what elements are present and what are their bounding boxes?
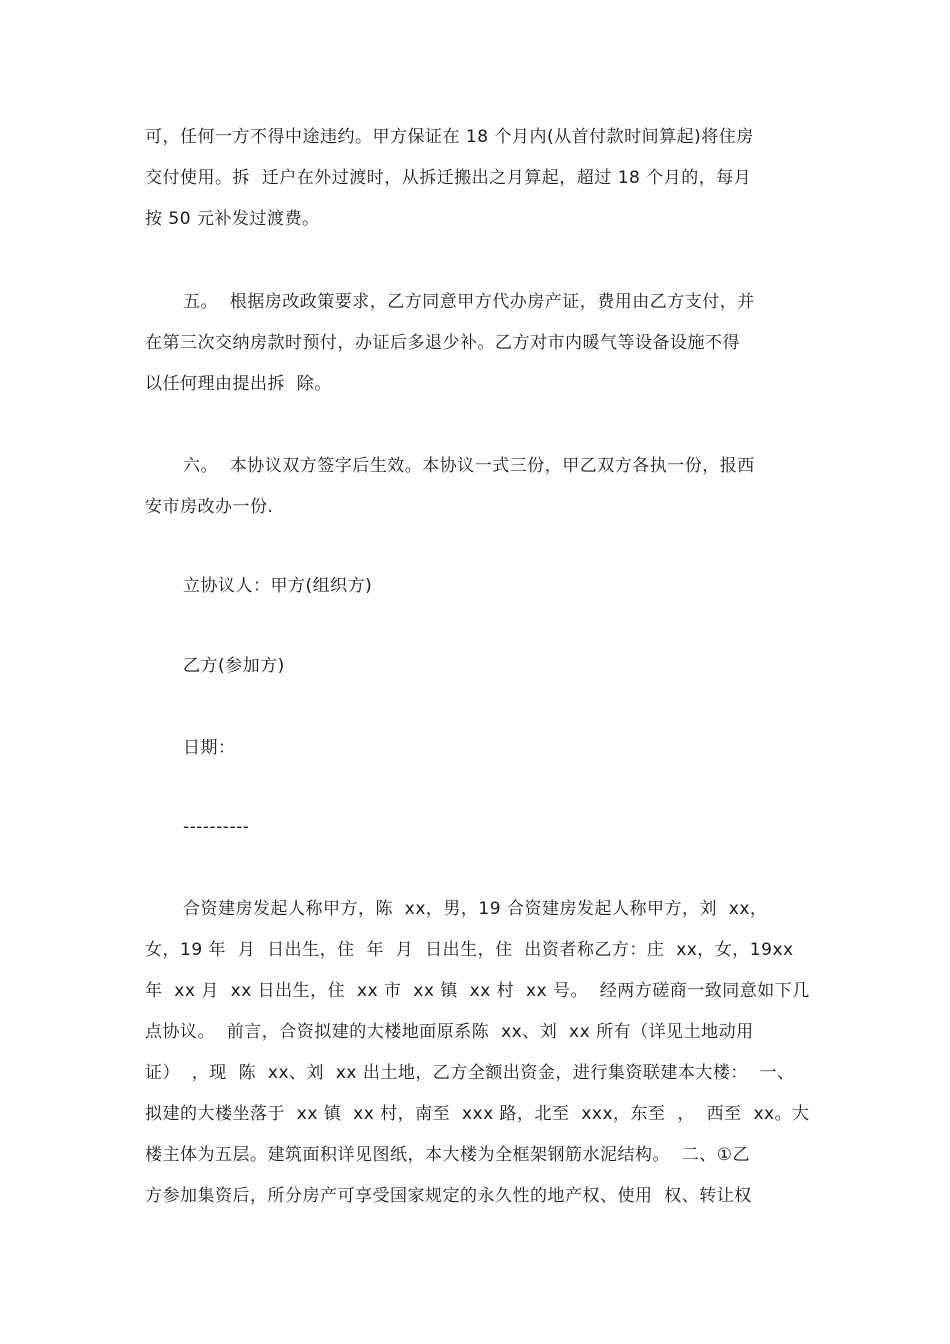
clause-five-line: 以任何理由提出拆 除。	[145, 374, 332, 394]
date-label: 日期：	[183, 738, 236, 758]
agreement-line: 拟建的大楼坐落于 xx 镇 xx 村，南至 xxx 路，北至 xxx，东至 ， 西至 xx。大	[145, 1104, 810, 1124]
clause-six-line: 安市房改办一份.	[145, 497, 274, 517]
agreement-line: 证） ，现 陈 xx、刘 xx 出土地，乙方全额出资金，进行集资联建本大楼： 一、	[145, 1063, 795, 1083]
clause-five-line: 在第三次交纳房款时预付，办证后多退少补。乙方对市内暖气等设备设施不得	[145, 333, 740, 353]
agreement-line: 点协议。 前言，合资拟建的大楼地面原系陈 xx、刘 xx 所有（详见土地动用	[145, 1022, 754, 1042]
agreement-line: 年 xx 月 xx 日出生，住 xx 市 xx 镇 xx 村 xx 号。 经两方磋商一致同意如下几	[145, 981, 810, 1001]
separator: ----------	[183, 817, 250, 837]
signatory-line: 立协议人：甲方(组织方)	[183, 576, 373, 596]
clause-six-line: 六。 本协议双方签字后生效。本协议一式三份，甲乙双方各执一份，报西	[183, 456, 755, 476]
paragraph-line: 交付使用。拆 迁户在外过渡时，从拆迁搬出之月算起，超过 18 个月的，每月	[145, 168, 752, 188]
agreement-line: 女，19 年 月 日出生，住 年 月 日出生，住 出资者称乙方：庄 xx，女，19xx	[145, 940, 794, 960]
agreement-line: 楼主体为五层。建筑面积详见图纸，本大楼为全框架钢筋水泥结构。 二、①乙	[145, 1145, 751, 1165]
clause-five-line: 五。 根据房改政策要求，乙方同意甲方代办房产证，费用由乙方支付，并	[183, 292, 755, 312]
party-b-line: 乙方(参加方)	[183, 656, 285, 676]
agreement-line: 方参加集资后，所分房产可享受国家规定的永久性的地产权、使用 权、转让权	[145, 1186, 752, 1206]
agreement-line: 合资建房发起人称甲方，陈 xx，男，19 合资建房发起人称甲方，刘 xx，	[183, 899, 768, 919]
paragraph-line: 可，任何一方不得中途违约。甲方保证在 18 个月内(从首付款时间算起)将住房	[145, 127, 754, 147]
paragraph-line: 按 50 元补发过渡费。	[145, 209, 320, 229]
